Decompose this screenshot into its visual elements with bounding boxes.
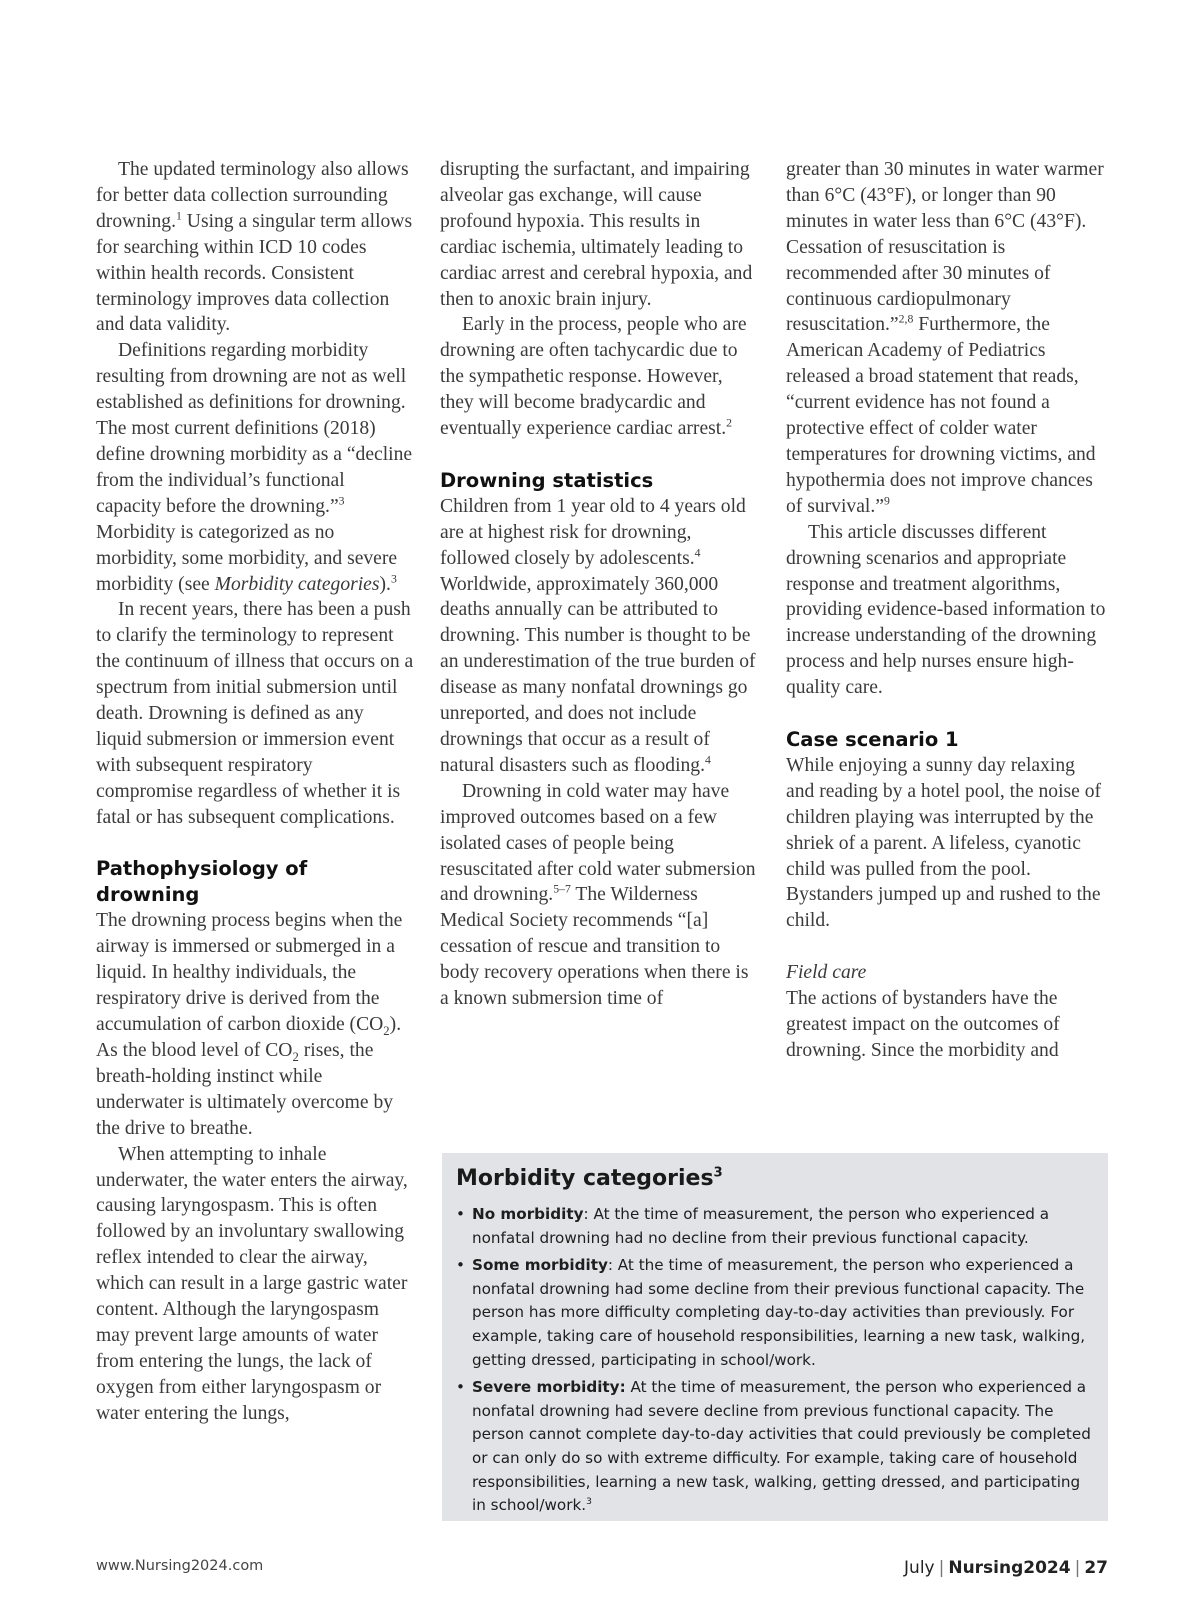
section-heading-pathophysiology: Pathophysiology of drowning — [96, 857, 308, 907]
footer-folio: July | Nursing2024 | 27 — [904, 1558, 1108, 1578]
paragraph: The drowning process begins when the airway is immersed or submerged in a liquid. In healthy individuals, the respiratory drive is derived from the accumulation of carbon dioxide $(CO_2)$. As the blood level of $CO_2$ rises, the breath-holding instinct while underwater is ultimately overcome by the drive to breathe. — [96, 910, 403, 1139]
column-1 — [96, 157, 414, 1427]
paragraph: Definitions regarding morbidity resulting from drowning are not as well established as definitions for drowning. The most current definitions (2018) define drowning morbidity as a “decline from the individual’s functional capacity before the drowning.”$^3$ Morbidity is categorized as no morbidity, some morbidity, and severe morbidity (see Morbidity categories).$^3$ — [96, 340, 413, 595]
morbidity-categories-box — [442, 1153, 1108, 1521]
footer-url: www.Nursing2024.com — [96, 1558, 264, 1574]
paragraph: In recent years, there has been a push to clarify the terminology to represent the continuum of illness that occurs on a spectrum from initial submersion until death. Drowning is defined as any liquid submersion or immersion event with subsequent respiratory compromise regardless of whether it is fatal or has subsequent complications. — [96, 599, 414, 828]
paragraph: Early in the process, people who are drowning are often tachycardic due to the sympathetic response. However, they will become bradycardic and eventually experience cardiac arrest.$^2$ — [440, 314, 747, 440]
subheading-field-care: Field care — [786, 962, 867, 984]
list-item: • Severe morbidity: At the time of measurement, the person who experienced a nonfatal drowning had severe decline from previous functional capacity. The person cannot complete day-to-day activities that could previously be completed or can only do so with extreme difficulty. For example, taking care of household responsibilities, learning a new task, walking, getting dressed, and participating in school/work.$^3$ — [456, 1378, 1091, 1515]
paragraph: greater than 30 minutes in water warmer than 6°C (43°F), or longer than 90 minutes in water less than 6°C (43°F). Cessation of resuscitation is recommended after 30 minutes of continuous cardiopulmonary resuscitation.”$^{2,8}$ Furthermore, the American Academy of Pediatrics released a broad statement that reads, “current evidence has not found a protective effect of colder water temperatures for drowning victims, and hypothermia does not improve chances of survival.”$^9$ — [786, 159, 1104, 517]
section-heading-statistics: Drowning statistics — [440, 468, 654, 492]
list-item: • No morbidity: At the time of measurement, the person who experienced a nonfatal drowning had no decline from their previous functional capacity. — [456, 1205, 1050, 1247]
page-number: 27 — [1084, 1558, 1108, 1578]
column-2 — [440, 157, 760, 1012]
paragraph: This article discusses different drowning scenarios and appropriate response and treatment algorithms, providing evidence-based information to increase understanding of the drowning process and help nurses ensure high-quality care. — [786, 521, 1106, 699]
footer-month: July — [904, 1558, 935, 1578]
column-3 — [786, 157, 1108, 1064]
morbidity-list — [456, 1203, 1094, 1522]
paragraph: Drowning in cold water may have improved outcomes based on a few isolated cases of people being resuscitated after cold water submersion and drowning.$^{5-7}$ The Wilderness Medical Society recommends “[a] cessation of rescue and transition to body recovery operations when there is a known submersion time of — [440, 780, 756, 1010]
paragraph: The updated terminology also allows for better data collection surrounding drowning.$^1$ Using a singular term allows for searching within ICD 10 codes within health records. Consistent terminology improves data collection and data validity. — [96, 159, 413, 336]
paragraph: disrupting the surfactant, and impairing alveolar gas exchange, will cause profound hypoxia. This results in cardiac ischemia, ultimately leading to cardiac arrest and cerebral hypoxia, and then to anoxic brain injury. — [440, 159, 753, 310]
footer-brand: Nursing2024 — [948, 1558, 1071, 1578]
paragraph: Children from 1 year old to 4 years old are at highest risk for drowning, followed closely by adolescents.$^4$ Worldwide, approximately 360,000 deaths annually can be attributed to drowning. This number is thought to be an underestimation of the true burden of disease as many nonfatal drownings go unreported, and does not include drownings that occur as a result of natural disasters such as flooding.$^4$ — [440, 495, 756, 776]
paragraph: The actions of bystanders have the greatest impact on the outcomes of drowning. Since the morbidity and — [786, 988, 1060, 1061]
paragraph: While enjoying a sunny day relaxing and reading by a hotel pool, the noise of children playing was interrupted by the shriek of a parent. A lifeless, cyanotic child was pulled from the pool. Bystanders jumped up and rushed to the child. — [786, 754, 1102, 932]
paragraph: When attempting to inhale underwater, the water enters the airway, causing laryngospasm. This is often followed by an involuntary swallowing reflex intended to clear the airway, which can result in a large gastric water content. Although the laryngospasm may prevent large amounts of water from entering the lungs, the lack of oxygen from either laryngospasm or water entering the lungs, — [96, 1143, 408, 1424]
list-item: • Some morbidity: At the time of measurement, the person who experienced a nonfatal drowning had some decline from their previous functional capacity. The person has more difficulty completing day-to-day activities than previously. For example, taking care of household responsibilities, learning a new task, walking, getting dressed, participating in school/work. — [456, 1256, 1086, 1369]
box-title: Morbidity categories$^3$ — [456, 1165, 723, 1191]
section-heading-case-scenario: Case scenario 1 — [786, 727, 959, 751]
